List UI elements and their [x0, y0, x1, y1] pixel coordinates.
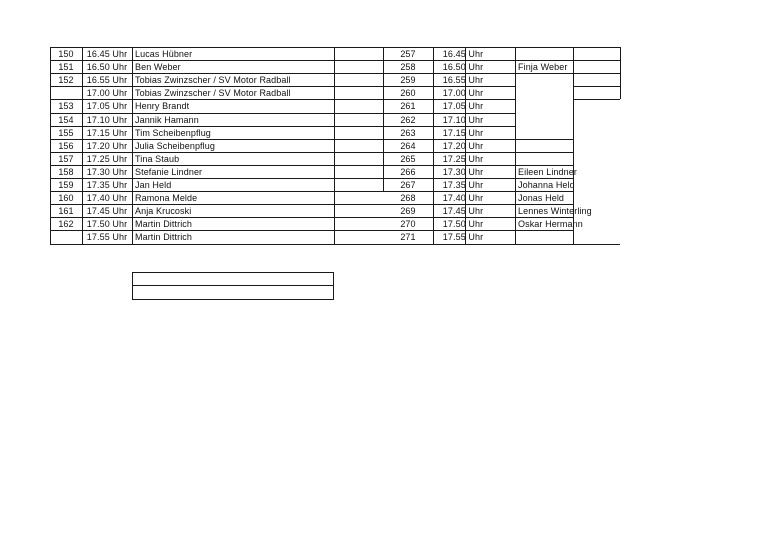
slot-time: 16.55 Uhr — [442, 75, 484, 85]
slot-number: 156 — [58, 141, 74, 151]
slot-time: 17.45 Uhr — [442, 206, 484, 216]
slot-number: 153 — [58, 101, 74, 111]
slot-number: 160 — [58, 193, 74, 203]
slot-time: 17.20 Uhr — [86, 141, 128, 151]
participant-name — [518, 48, 618, 61]
participant-name — [518, 87, 618, 100]
participant-name: Lennes Winterling — [518, 206, 592, 216]
slot-time: 16.45 Uhr — [442, 49, 484, 59]
slot-time: 16.55 Uhr — [86, 75, 128, 85]
slot-time: 17.20 Uhr — [442, 141, 484, 151]
slot-number: 154 — [58, 115, 74, 125]
participant-name: Finja Weber — [518, 62, 568, 72]
participant-name: Martin Dittrich — [135, 219, 193, 229]
participant-name: Julia Scheibenpflug — [135, 141, 215, 151]
column-divider — [132, 272, 133, 300]
participant-name — [518, 231, 618, 244]
row-divider — [132, 299, 333, 300]
slot-number: 264 — [400, 141, 416, 151]
participant-name: Tim Scheibenpflug — [135, 128, 211, 138]
participant-name: Tobias Zwinzscher / SV Motor Radball — [135, 88, 291, 98]
participant-name: Anja Krucoski — [135, 206, 192, 216]
slot-time: 17.25 Uhr — [442, 154, 484, 164]
slot-time: 17.55 Uhr — [442, 232, 484, 242]
slot-number: 263 — [400, 128, 416, 138]
slot-time: 17.15 Uhr — [86, 128, 128, 138]
column-divider — [515, 47, 516, 245]
slot-time: 16.45 Uhr — [86, 49, 128, 59]
slot-time: 17.45 Uhr — [86, 206, 128, 216]
participant-name: Jan Held — [135, 180, 172, 190]
slot-time: 17.50 Uhr — [86, 219, 128, 229]
slot-number: 265 — [400, 154, 416, 164]
row-divider — [132, 272, 333, 273]
slot-number: 259 — [400, 75, 416, 85]
slot-time: 17.30 Uhr — [86, 167, 128, 177]
slot-number: 261 — [400, 101, 416, 111]
slot-time: 17.10 Uhr — [442, 115, 484, 125]
slot-number: 162 — [58, 219, 74, 229]
participant-name: Lucas Hübner — [135, 49, 193, 59]
column-divider — [132, 47, 133, 245]
participant-name — [518, 100, 618, 113]
slot-time: 17.05 Uhr — [86, 101, 128, 111]
slot-number: 161 — [58, 206, 74, 216]
slot-time: 17.40 Uhr — [86, 193, 128, 203]
slot-time: 17.35 Uhr — [86, 180, 128, 190]
slot-time: 17.00 Uhr — [442, 88, 484, 98]
slot-number: 266 — [400, 167, 416, 177]
slot-number: 270 — [400, 219, 416, 229]
participant-name: Martin Dittrich — [135, 232, 193, 242]
participant-name: Oskar Hermann — [518, 219, 583, 229]
column-divider — [620, 47, 621, 99]
slot-number: 157 — [58, 154, 74, 164]
slot-time: 17.40 Uhr — [442, 193, 484, 203]
slot-number: 158 — [58, 167, 74, 177]
slot-time: 17.10 Uhr — [86, 115, 128, 125]
slot-number — [50, 87, 82, 100]
participant-name: Jonas Held — [518, 193, 565, 203]
row-divider — [50, 244, 620, 245]
slot-number — [50, 231, 82, 244]
participant-name: Henry Brandt — [135, 101, 190, 111]
row-divider — [132, 285, 333, 286]
slot-number: 159 — [58, 180, 74, 190]
slot-number: 269 — [400, 206, 416, 216]
participant-name: Stefanie Lindner — [135, 167, 203, 177]
slot-number: 258 — [400, 62, 416, 72]
participant-name — [518, 127, 618, 140]
slot-number: 262 — [400, 115, 416, 125]
participant-name: Eileen Lindner — [518, 167, 577, 177]
slot-time: 17.30 Uhr — [442, 167, 484, 177]
slot-time: 17.00 Uhr — [86, 88, 128, 98]
slot-number: 267 — [400, 180, 416, 190]
participant-name — [518, 153, 618, 166]
participant-name: Jannik Hamann — [135, 115, 199, 125]
slot-time: 17.35 Uhr — [442, 180, 484, 190]
participant-name: Tobias Zwinzscher / SV Motor Radball — [135, 75, 291, 85]
participant-name — [518, 114, 618, 127]
participant-name: Tina Staub — [135, 154, 180, 164]
participant-name: Johanna Held — [518, 180, 575, 190]
slot-number: 151 — [58, 62, 74, 72]
slot-number: 152 — [58, 75, 74, 85]
slot-time: 16.50 Uhr — [442, 62, 484, 72]
slot-number: 257 — [400, 49, 416, 59]
slot-number: 271 — [400, 232, 416, 242]
participant-name — [518, 74, 618, 87]
slot-time: 17.50 Uhr — [442, 219, 484, 229]
participant-name — [518, 140, 618, 153]
slot-number: 268 — [400, 193, 416, 203]
column-divider — [333, 272, 334, 300]
slot-number: 150 — [58, 49, 74, 59]
slot-time: 17.55 Uhr — [86, 232, 128, 242]
slot-time: 17.15 Uhr — [442, 128, 484, 138]
empty-table — [132, 272, 333, 299]
slot-time: 16.50 Uhr — [86, 62, 128, 72]
participant-name: Ramona Melde — [135, 193, 198, 203]
slot-time: 17.25 Uhr — [86, 154, 128, 164]
slot-number: 155 — [58, 128, 74, 138]
slot-number: 260 — [400, 88, 416, 98]
slot-time: 17.05 Uhr — [442, 101, 484, 111]
participant-name: Ben Weber — [135, 62, 181, 72]
